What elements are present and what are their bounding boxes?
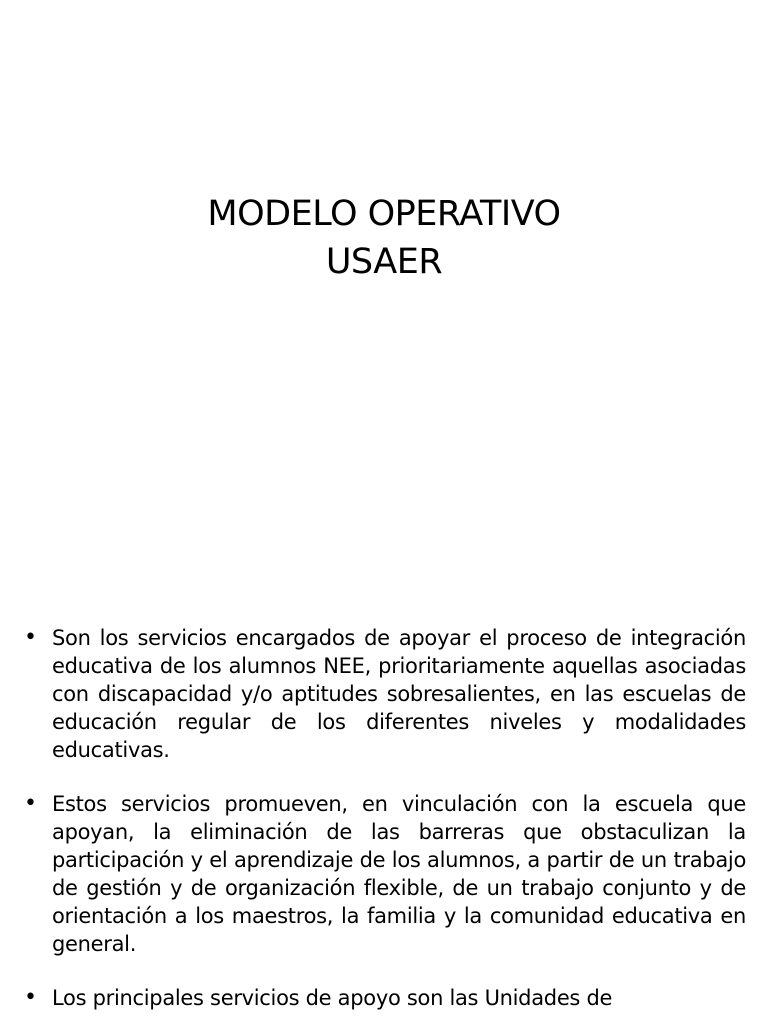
slide-title [0, 190, 768, 286]
title-line-2: USAER [325, 242, 443, 282]
title-line-1: MODELO OPERATIVO [207, 194, 561, 234]
bullet-text: Estos servicios promueven, en vinculación con la escuela que apoyan, la eliminación de las barreras que obstaculizan la participación y el aprendizaje de los alumnos, a partir de un trabajo de gestión y de organización flexible, de un trabajo conjunto y de orientación a los maestros, la familia y la comunidad educativa en general. [52, 792, 746, 956]
bullet-icon: • [24, 625, 37, 650]
bullet-list [24, 624, 746, 1024]
bullet-text: Son los servicios encargados de apoyar el proceso de integración educativa de los alumnos NEE, prioritariamente aquellas asociadas con discapacidad y/o aptitudes sobresalientes, en las escuelas de educación regular de los diferentes niveles y modalidades educativas. [52, 626, 746, 762]
bullet-item [24, 984, 746, 1012]
bullet-icon: • [24, 985, 37, 1010]
bullet-text: Los principales servicios de apoyo son las Unidades de [52, 986, 613, 1010]
bullet-item [24, 624, 746, 764]
bullet-icon: • [24, 791, 37, 816]
bullet-item [24, 790, 746, 958]
